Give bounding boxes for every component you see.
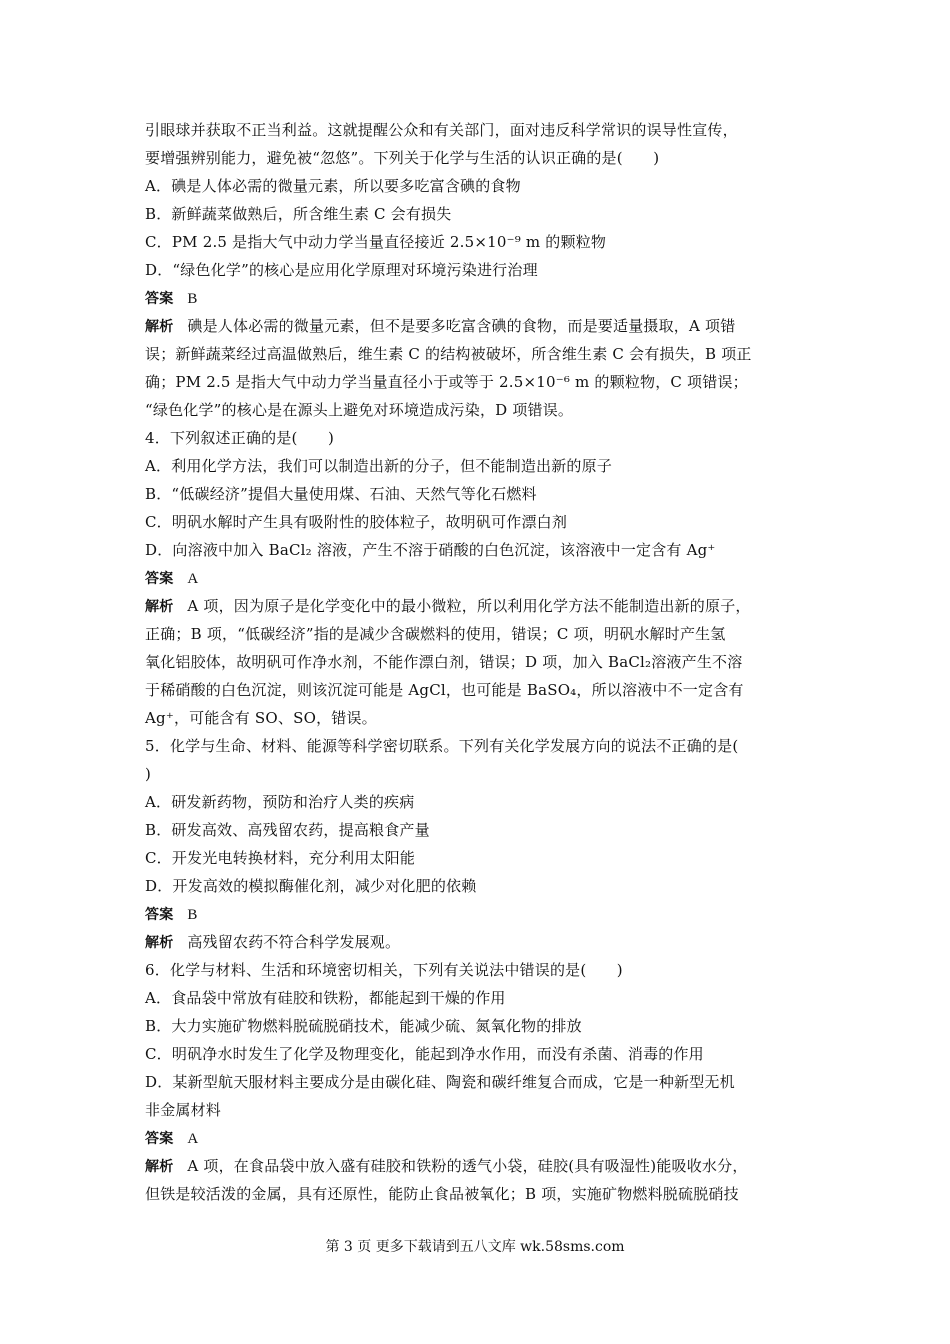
option-c: C．开发光电转换材料，充分利用太阳能 (145, 849, 416, 867)
option-b: B．研发高效、高残留农药，提高粮食产量 (145, 821, 430, 839)
analysis-line: 但铁是较活泼的金属，具有还原性，能防止食品被氧化；B 项，实施矿物燃料脱硫脱硝技 (145, 1185, 739, 1203)
option-d-cont: 非金属材料 (145, 1101, 222, 1119)
analysis-label: 解析 (145, 1159, 174, 1175)
answer-line (145, 900, 815, 928)
answer-value: B (187, 291, 198, 307)
option-a: A．碘是人体必需的微量元素，所以要多吃富含碘的食物 (145, 177, 521, 195)
analysis-line: 误；新鲜蔬菜经过高温做熟后，维生素 C 的结构被破坏，所含维生素 C 会有损失，B 项正 (145, 345, 752, 363)
option-d: D．开发高效的模拟酶催化剂，减少对化肥的依赖 (145, 877, 477, 895)
analysis-text: A 项，在食品袋中放入盛有硅胶和铁粉的透气小袋，硅胶(具有吸湿性)能吸收水分， (187, 1157, 748, 1175)
analysis-text: A 项，因为原子是化学变化中的最小微粒，所以利用化学方法不能制造出新的原子， (187, 597, 751, 615)
question-5-stem: 5．化学与生命、材料、能源等科学密切联系。下列有关化学发展方向的说法不正确的是( (145, 737, 739, 755)
analysis-line (145, 592, 815, 620)
analysis-line: 确；PM 2.5 是指大气中动力学当量直径小于或等于 2.5×10⁻⁶ m 的颗粒物，C 项错误； (145, 373, 748, 391)
option-d: D．向溶液中加入 BaCl₂ 溶液，产生不溶于硝酸的白色沉淀，该溶液中一定含有 Ag⁺ (145, 541, 716, 559)
analysis-text: 高残留农药不符合科学发展观。 (187, 933, 401, 951)
option-d: D．“绿色化学”的核心是应用化学原理对环境污染进行治理 (145, 261, 538, 279)
answer-value: B (187, 907, 198, 923)
question-5-stem-cont: ) (145, 765, 152, 783)
option-b: B．“低碳经济”提倡大量使用煤、石油、天然气等化石燃料 (145, 485, 537, 503)
page-footer: 第 3 页 更多下载请到五八文库 wk.58sms.com (325, 1239, 625, 1255)
question-6-stem: 6．化学与材料、生活和环境密切相关，下列有关说法中错误的是( ) (145, 961, 623, 979)
option-c: C．明矾水解时产生具有吸附性的胶体粒子，故明矾可作漂白剂 (145, 513, 568, 531)
analysis-line (145, 312, 815, 340)
option-c: C．PM 2.5 是指大气中动力学当量直径接近 2.5×10⁻⁹ m 的颗粒物 (145, 233, 607, 251)
answer-label: 答案 (145, 291, 174, 307)
text-line: 要增强辨别能力，避免被“忽悠”。下列关于化学与生活的认识正确的是( ) (145, 149, 660, 167)
question-4-stem: 4．下列叙述正确的是( ) (145, 429, 335, 447)
option-a: A．食品袋中常放有硅胶和铁粉，都能起到干燥的作用 (145, 989, 506, 1007)
analysis-line: “绿色化学”的核心是在源头上避免对环境造成污染，D 项错误。 (145, 401, 574, 419)
option-c: C．明矾净水时发生了化学及物理变化，能起到净水作用，而没有杀菌、消毒的作用 (145, 1045, 704, 1063)
analysis-line: Ag⁺，可能含有 SO、SO，错误。 (145, 709, 377, 727)
analysis-line: 于稀硝酸的白色沉淀，则该沉淀可能是 AgCl，也可能是 BaSO₄，所以溶液中不一定含有 (145, 681, 744, 699)
option-b: B．新鲜蔬菜做熟后，所含维生素 C 会有损失 (145, 205, 452, 223)
answer-line (145, 284, 815, 312)
analysis-line (145, 1152, 815, 1180)
analysis-line: 氧化铝胶体，故明矾可作净水剂，不能作漂白剂，错误；D 项，加入 BaCl₂溶液产生不溶 (145, 653, 743, 671)
analysis-label: 解析 (145, 319, 174, 335)
option-a: A．研发新药物，预防和治疗人类的疾病 (145, 793, 415, 811)
analysis-line: 正确；B 项，“低碳经济”指的是减少含碳燃料的使用，错误；C 项，明矾水解时产生氢 (145, 625, 726, 643)
analysis-label: 解析 (145, 599, 174, 615)
answer-value: A (187, 571, 199, 587)
document-page (145, 116, 815, 1208)
option-a: A．利用化学方法，我们可以制造出新的分子，但不能制造出新的原子 (145, 457, 613, 475)
analysis-label: 解析 (145, 935, 174, 951)
option-b: B．大力实施矿物燃料脱硫脱硝技术，能减少硫、氮氧化物的排放 (145, 1017, 582, 1035)
analysis-text: 碘是人体必需的微量元素，但不是要多吃富含碘的食物，而是要适量摄取，A 项错 (187, 317, 736, 335)
option-d: D．某新型航天服材料主要成分是由碳化硅、陶瓷和碳纤维复合而成，它是一种新型无机 (145, 1073, 735, 1091)
answer-label: 答案 (145, 571, 174, 587)
text-line: 引眼球并获取不正当利益。这就提醒公众和有关部门，面对违反科学常识的误导性宣传， (145, 121, 738, 139)
answer-line (145, 564, 815, 592)
answer-line (145, 1124, 815, 1152)
answer-label: 答案 (145, 907, 174, 923)
analysis-line (145, 928, 815, 956)
answer-value: A (187, 1131, 199, 1147)
answer-label: 答案 (145, 1131, 174, 1147)
